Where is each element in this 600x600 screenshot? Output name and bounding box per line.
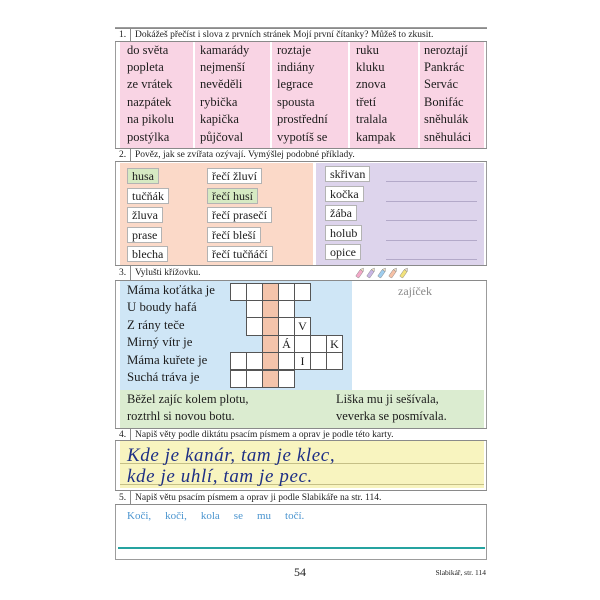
crossword-cell[interactable]: Á bbox=[278, 335, 295, 353]
word: půjčoval bbox=[200, 129, 244, 144]
crossword-cell[interactable] bbox=[326, 352, 343, 370]
sound-word-card: řečí husí bbox=[207, 188, 258, 204]
answer-line[interactable] bbox=[386, 201, 477, 202]
handwritten-sentence: Kde je kanár, tam je klec, bbox=[127, 445, 336, 466]
hint-word: zajíček bbox=[398, 284, 432, 298]
word: kamarády bbox=[200, 42, 250, 57]
word: nevěděli bbox=[200, 77, 243, 92]
word: Pankrác bbox=[424, 59, 465, 74]
crossword-cell[interactable] bbox=[310, 335, 327, 353]
crossword-cell[interactable]: V bbox=[294, 317, 311, 335]
section-2-header bbox=[115, 148, 487, 162]
crossword-cell[interactable] bbox=[278, 317, 295, 335]
word: Bonifác bbox=[424, 94, 464, 109]
clue: Máma kuřete je bbox=[127, 352, 208, 367]
word: legrace bbox=[277, 77, 314, 92]
word: znova bbox=[356, 77, 386, 92]
clue: U boudy hafá bbox=[127, 300, 197, 315]
answer-line[interactable] bbox=[386, 181, 477, 182]
word: prostřední bbox=[277, 112, 328, 127]
word-column bbox=[200, 42, 249, 146]
section-4-header bbox=[115, 428, 487, 441]
section-number: 4. bbox=[115, 429, 131, 440]
word: třetí bbox=[356, 94, 377, 109]
word: indiány bbox=[277, 59, 315, 74]
crossword-key-cell[interactable] bbox=[262, 352, 279, 370]
crossword-cell[interactable]: I bbox=[294, 352, 311, 370]
word: kampak bbox=[356, 129, 396, 144]
word: vypotíš se bbox=[277, 129, 328, 144]
word: rybička bbox=[200, 94, 238, 109]
crossword-cell[interactable] bbox=[278, 370, 295, 388]
copy-sentence bbox=[127, 509, 318, 523]
answer-line[interactable] bbox=[386, 259, 477, 260]
rhyme-line: roztrhl si novou botu. bbox=[127, 408, 235, 423]
word: do světa bbox=[127, 42, 169, 57]
crossword-cell[interactable] bbox=[310, 352, 327, 370]
practice-word-card: holub bbox=[325, 225, 362, 241]
word: tralala bbox=[356, 112, 388, 127]
sound-word-card: řečí bleší bbox=[207, 227, 261, 243]
pencil-icon bbox=[400, 267, 409, 278]
word: kluku bbox=[356, 59, 385, 74]
pencil-icon bbox=[356, 267, 365, 278]
section-number: 3. bbox=[115, 266, 131, 280]
pencil-icon bbox=[367, 267, 376, 278]
handwritten-sentence: kde je uhlí, tam je pec. bbox=[127, 466, 313, 487]
sound-word-card: řečí tučňáčí bbox=[207, 246, 273, 262]
crossword-key-cell[interactable] bbox=[262, 335, 279, 353]
column-divider bbox=[270, 42, 272, 148]
word: postýlka bbox=[127, 129, 170, 144]
animal-word-card: žluva bbox=[127, 207, 163, 223]
crossword-cell[interactable] bbox=[278, 352, 295, 370]
sentence-word: koči, bbox=[165, 510, 187, 522]
section-instruction: Napiš větu psacím písmem a oprav ji podle Slabikáře na str. 114. bbox=[135, 492, 382, 503]
sentence-word: točí. bbox=[285, 510, 305, 522]
rhyme-line: Liška mu ji sešívala, bbox=[336, 391, 439, 406]
rhyme-line: Běžel zajíc kolem plotu, bbox=[127, 391, 249, 406]
answer-line[interactable] bbox=[386, 220, 477, 221]
crossword-cell[interactable] bbox=[230, 283, 247, 301]
crossword-cell[interactable] bbox=[278, 283, 295, 301]
page-number: 54 bbox=[294, 565, 306, 579]
column-divider bbox=[418, 42, 420, 148]
sentence-word: Koči, bbox=[127, 510, 152, 522]
animal-word-card: blecha bbox=[127, 246, 168, 262]
pencil-icon bbox=[378, 267, 387, 278]
word-column bbox=[424, 42, 471, 146]
crossword-cell[interactable] bbox=[278, 300, 295, 318]
section-number: 5. bbox=[115, 491, 131, 504]
crossword-cell[interactable]: K bbox=[326, 335, 343, 353]
animal-word-card: prase bbox=[127, 227, 162, 243]
section-1-header bbox=[115, 28, 487, 42]
sentence-word: se bbox=[233, 510, 243, 522]
footer-reference: Slabikář, str. 114 bbox=[435, 568, 486, 577]
crossword-cell[interactable] bbox=[294, 283, 311, 301]
crossword-cell[interactable] bbox=[246, 317, 263, 335]
crossword-cell[interactable] bbox=[230, 370, 247, 388]
rhyme-right bbox=[336, 391, 447, 426]
word-column bbox=[356, 42, 396, 146]
word: Servác bbox=[424, 77, 459, 92]
clue: Suchá tráva je bbox=[127, 370, 200, 385]
rhyme-line: veverka se posmívala. bbox=[336, 408, 447, 423]
crossword-key-cell[interactable] bbox=[262, 283, 279, 301]
crossword-cell[interactable] bbox=[246, 300, 263, 318]
sound-word-card: řečí žluví bbox=[207, 168, 262, 184]
word-column bbox=[277, 42, 328, 146]
rhyme-left bbox=[127, 391, 248, 426]
word: nazpátek bbox=[127, 94, 172, 109]
crossword-cell[interactable] bbox=[246, 283, 263, 301]
column-divider bbox=[193, 42, 195, 148]
sentence-word: kola bbox=[200, 510, 220, 522]
crossword-cell[interactable] bbox=[246, 352, 263, 370]
clue: Z rány teče bbox=[127, 317, 185, 332]
word: nejmenší bbox=[200, 59, 246, 74]
animal-word-card: tučňák bbox=[127, 188, 169, 204]
crossword-key-cell[interactable] bbox=[262, 370, 279, 388]
column-divider bbox=[348, 42, 350, 148]
pencil-icon bbox=[389, 267, 398, 278]
practice-word-card: opice bbox=[325, 244, 361, 260]
section-instruction: Pověz, jak se zvířata ozývají. Vymýšlej podobné příklady. bbox=[135, 150, 355, 160]
clue: Mirný vítr je bbox=[127, 335, 193, 350]
crossword-cell[interactable] bbox=[230, 352, 247, 370]
animal-word-card: husa bbox=[127, 168, 159, 184]
section-3-header bbox=[115, 265, 487, 281]
word: popleta bbox=[127, 59, 164, 74]
practice-word-card: žába bbox=[325, 205, 357, 221]
word: spousta bbox=[277, 94, 315, 109]
word: ruku bbox=[356, 42, 379, 57]
word: sněhulák bbox=[424, 112, 469, 127]
section-number: 2. bbox=[115, 149, 131, 161]
crossword-cell[interactable] bbox=[246, 370, 263, 388]
section-number: 1. bbox=[115, 29, 131, 41]
word-column bbox=[127, 42, 174, 146]
word: sněhuláci bbox=[424, 129, 472, 144]
clue: Máma koťátka je bbox=[127, 283, 215, 297]
section-instruction: Dokážeš přečíst i slova z prvních stránek Mojí první čítanky? Můžeš to zkusit. bbox=[135, 30, 434, 40]
section-5-header bbox=[115, 490, 487, 505]
word: na pikolu bbox=[127, 112, 174, 127]
crossword-key-cell[interactable] bbox=[262, 300, 279, 318]
word: ze vrátek bbox=[127, 77, 173, 92]
word: kapička bbox=[200, 112, 239, 127]
section-instruction: Napiš věty podle diktátu psacím písmem a oprav je podle této karty. bbox=[135, 429, 394, 440]
crossword-clues bbox=[127, 282, 215, 386]
pencils-decoration bbox=[355, 266, 413, 280]
word: neroztají bbox=[424, 42, 468, 57]
word: roztaje bbox=[277, 42, 312, 57]
writing-baseline[interactable] bbox=[118, 547, 485, 549]
sound-word-card: řečí prasečí bbox=[207, 207, 272, 223]
answer-line[interactable] bbox=[386, 240, 477, 241]
section-instruction: Vylušti křížovku. bbox=[135, 268, 201, 278]
sentence-word: mu bbox=[256, 510, 272, 522]
crossword-cell[interactable] bbox=[294, 335, 311, 353]
crossword-key-cell[interactable] bbox=[262, 317, 279, 335]
practice-word-card: skřivan bbox=[325, 166, 370, 182]
practice-word-card: kočka bbox=[325, 186, 364, 202]
